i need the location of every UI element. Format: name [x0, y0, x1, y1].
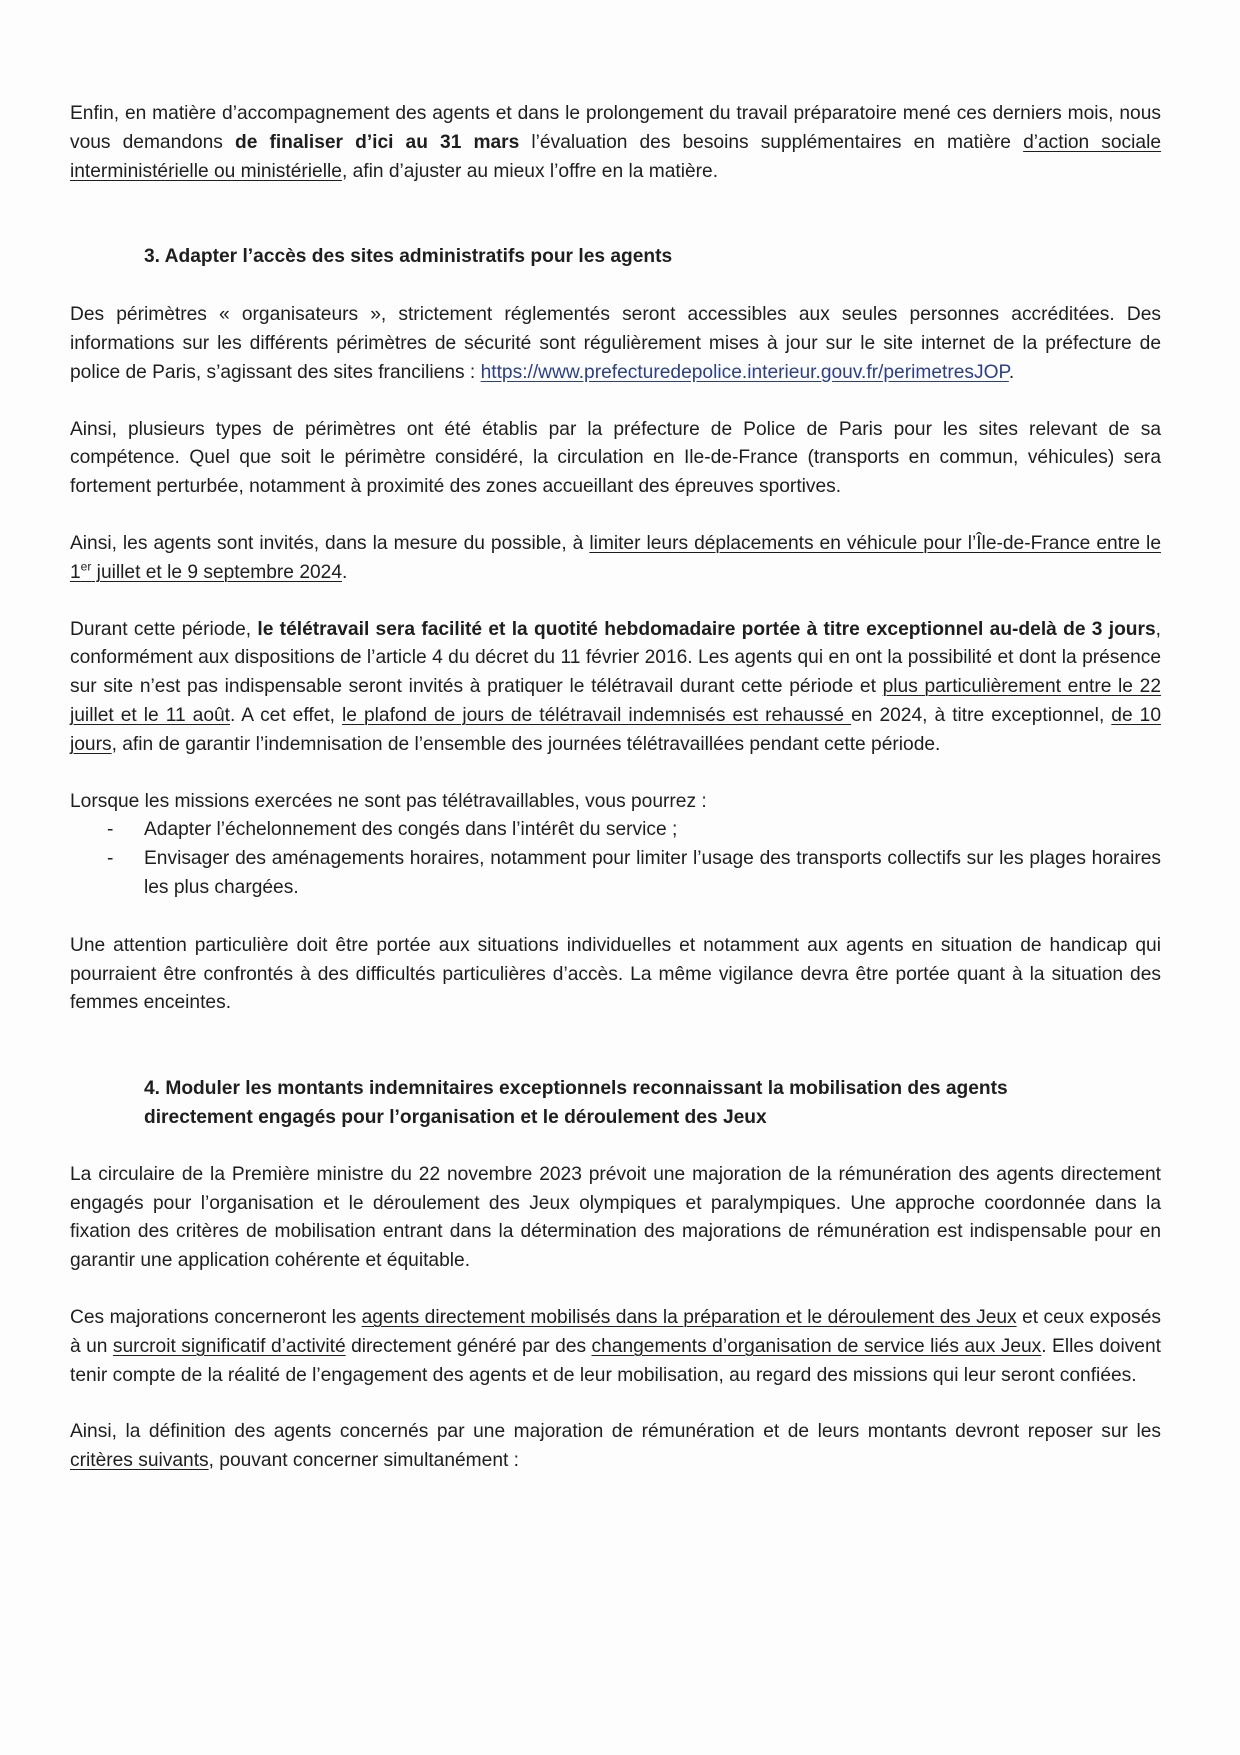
paragraph-majorations: Ces majorations concerneront les agents directement mobilisés dans la préparation et le déroulement des Jeux et ceux exposés à un surcroit significatif d’activité directement généré par des changements d’organisation de service liés aux Jeux. Elles doivent tenir compte de la réalité de l’engagement des agents et de leur mobilisation, au regard des missions qui leur seront confiées. [70, 1306, 1161, 1386]
dash-bullet: - [107, 819, 114, 841]
section-3-heading: 3. Adapter l’accès des sites administratifs pour les agents [144, 246, 673, 268]
dash-bullet: - [107, 848, 114, 870]
underlined-agents-mobilises: agents directement mobilisés dans la préparation et le déroulement des Jeux [361, 1306, 1017, 1328]
list-item: - Envisager des aménagements horaires, notamment pour limiter l’usage des transports collectifs sur les plages horaires les plus chargées. [70, 845, 1161, 903]
paragraph-deplacements: Ainsi, les agents sont invités, dans la mesure du possible, à limiter leurs déplacements en véhicule pour l’Île-de-France entre le 1er juillet et le 9 septembre 2024. [70, 532, 1161, 583]
bold-teletravail: le télétravail sera facilité et la quotité hebdomadaire portée à titre exceptionnel au-delà de 3 jours [257, 618, 1156, 640]
underlined-criteres-suivants: critères suivants [70, 1450, 209, 1472]
underlined-changements: changements d’organisation de service liés aux Jeux [591, 1335, 1042, 1357]
paragraph-criteres: Ainsi, la définition des agents concernés par une majoration de rémunération et de leurs montants devront reposer sur les critères suivants, pouvant concerner simultanément : [70, 1421, 1161, 1472]
underlined-dates-juillet-aout: plus particulièrement entre le 22 juillet et le 11 août [70, 676, 1161, 726]
section-4-heading: 4. Moduler les montants indemnitaires exceptionnels reconnaissant la mobilisation des agents directement engagés pour l’organisation et le déroulement des Jeux [144, 1078, 1008, 1128]
paragraph-circulaire: La circulaire de la Première ministre du 22 novembre 2023 prévoit une majoration de la rémunération des agents directement engagés pour l’organisation et le déroulement des Jeux olympiques et paralympiques. Une approche coordonnée dans la fixation des critères de mobilisation entrant dans la détermination des majorations de rémunération est indispensable pour en garantir une application cohérente et équitable. [70, 1163, 1161, 1272]
prefecture-link[interactable]: https://www.prefecturedepolice.interieur.gouv.fr/perimetresJOP [480, 361, 1009, 383]
document-page [70, 100, 1161, 1476]
paragraph-types-perimetres: Ainsi, plusieurs types de périmètres ont été établis par la préfecture de Police de Paris pour les sites relevant de sa compétence. Quel que soit le périmètre considéré, la circulation en Ile-de-France (transports en commun, véhicules) sera fortement perturbée, notamment à proximité des zones accueillant des épreuves sportives. [70, 418, 1161, 498]
bold-deadline: de finaliser d’ici au 31 mars [234, 131, 520, 153]
underlined-action-sociale: d’action sociale interministérielle ou ministérielle [70, 131, 1162, 182]
paragraph-perimetres: Des périmètres « organisateurs », strictement réglementés seront accessibles aux seules personnes accréditées. Des informations sur les différents périmètres de sécurité sont régulièrement mises à jour sur le site internet de la préfecture de police de Paris, s’agissant des sites franciliens : https://www.prefecturedepolice.interieur.gouv.fr/perimetresJOP. [70, 304, 1161, 383]
list-item: - Adapter l’échelonnement des congés dans l’intérêt du service ; [70, 816, 1161, 845]
underlined-surcroit: surcroit significatif d’activité [112, 1335, 346, 1357]
paragraph-handicap: Une attention particulière doit être portée aux situations individuelles et notamment aux agents en situation de handicap qui pourraient être confrontés à des difficultés particulières d’accès. La même vigilance devra être portée quant à la situation des femmes enceintes. [70, 934, 1161, 1014]
paragraph-action-sociale: Enfin, en matière d’accompagnement des agents et dans le prolongement du travail préparatoire mené ces derniers mois, nous vous demandons de finaliser d’ici au 31 mars l’évaluation des besoins supplémentaires en matière d’action sociale interministérielle ou ministérielle, afin d’ajuster au mieux l’offre en la matière. [70, 103, 1162, 182]
paragraph-teletravail: Durant cette période, le télétravail sera facilité et la quotité hebdomadaire portée à titre exceptionnel au-delà de 3 jours, conformément aux dispositions de l’article 4 du décret du 11 février 2016. Les agents qui en ont la possibilité et dont la présence sur site n’est pas indispensable seront invités à pratiquer le télétravail durant cette période et plus particulièrement entre le 22 juillet et le 11 août. A cet effet, le plafond de jours de télétravail indemnisés est rehaussé en 2024, à titre exceptionnel, de 10 jours, afin de garantir l’indemnisation de l’ensemble des journées télétravaillées pendant cette période. [70, 618, 1162, 755]
underlined-plafond: le plafond de jours de télétravail indemnisés est rehaussé [342, 704, 852, 726]
options-list [70, 816, 1161, 902]
underlined-10-jours: de 10 jours [70, 704, 1162, 755]
paragraph-missions-intro: Lorsque les missions exercées ne sont pas télétravaillables, vous pourrez : [70, 790, 707, 812]
underlined-limiter-deplacements: limiter leurs déplacements en véhicule pour l’Île-de-France entre le 1er juillet et le 9 septembre 2024 [70, 532, 1161, 583]
